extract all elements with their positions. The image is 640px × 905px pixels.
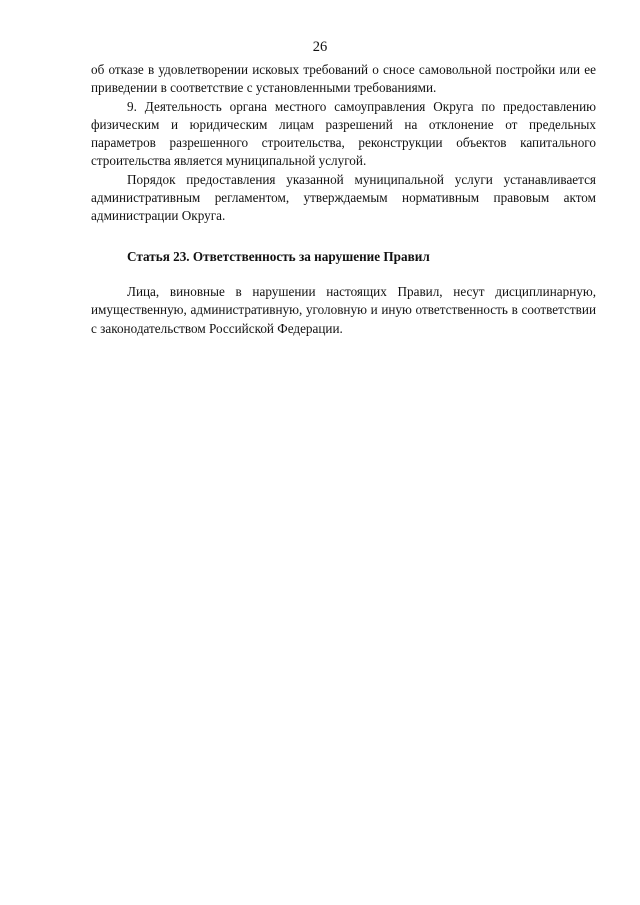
paragraph-item-9: 9. Деятельность органа местного самоуправления Округа по предоставлению физическим и юридическим лицам разрешений на отклонение от предельных параметров разрешенного строительства, реконструкции объектов капитального строительства является муниципальной услугой. [91,98,596,169]
paragraph-continuation: об отказе в удовлетворении исковых требований о сносе самовольной постройки или ее приведении в соответствие с установленными требованиями. [91,62,596,96]
page-number: 26 [312,39,328,55]
paragraph-procedure: Порядок предоставления указанной муниципальной услуги устанавливается административным регламентом, утверждаемым нормативным правовым актом администрации Округа. [91,171,596,224]
article-heading: Статья 23. Ответственность за нарушение Правил [127,248,430,264]
article-body: Лица, виновные в нарушении настоящих Правил, несут дисциплинарную, имущественную, административную, уголовную и иную ответственность в соответствии с законодательством Российской Федерации. [91,283,596,336]
document-body [91,61,596,338]
